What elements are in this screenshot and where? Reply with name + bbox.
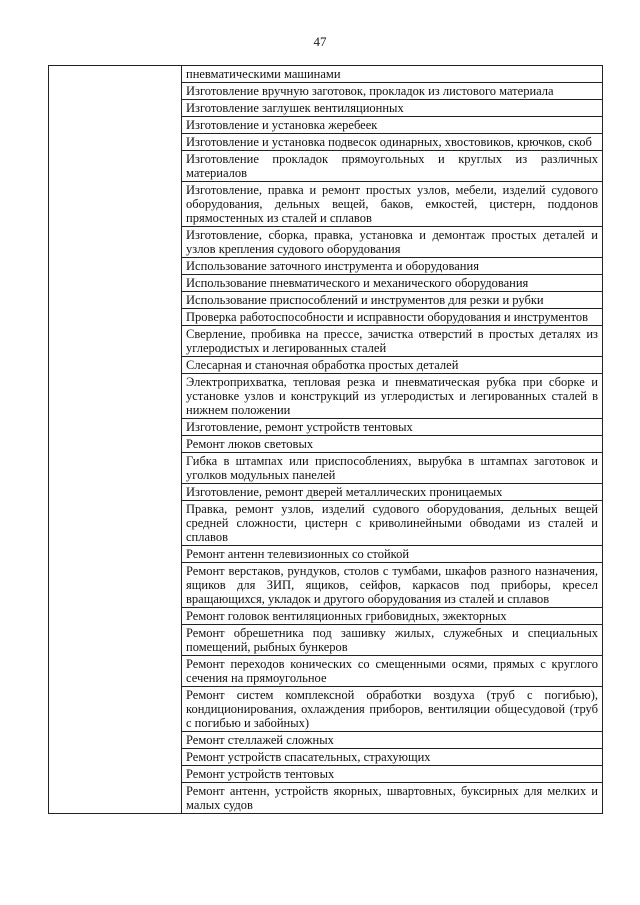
activity-cell: Использование приспособлений и инструментов для резки и рубки [182,292,603,309]
activity-cell: Ремонт стеллажей сложных [182,732,603,749]
activity-cell: Изготовление заглушек вентиляционных [182,100,603,117]
activity-cell: Электроприхватка, тепловая резка и пневматическая рубка при сборке и установке узлов и конструкций из углеродистых и легированных сталей в нижнем положении [182,374,603,419]
activity-cell: Слесарная и станочная обработка простых деталей [182,357,603,374]
activity-cell: Ремонт устройств тентовых [182,766,603,783]
work-activities-table [48,65,603,814]
activity-cell: Изготовление прокладок прямоугольных и круглых из различных материалов [182,151,603,182]
activity-cell: Ремонт устройств спасательных, страхующих [182,749,603,766]
activity-cell: Проверка работоспособности и исправности оборудования и инструментов [182,309,603,326]
activity-cell: Ремонт люков световых [182,436,603,453]
activity-cell: Изготовление, ремонт устройств тентовых [182,419,603,436]
activity-cell: Ремонт обрешетника под зашивку жилых, служебных и специальных помещений, рыбных бункеров [182,625,603,656]
activity-cell: Изготовление, ремонт дверей металлических проницаемых [182,484,603,501]
activity-cell: Изготовление и установка жеребеек [182,117,603,134]
activity-cell: Ремонт головок вентиляционных грибовидных, эжекторных [182,608,603,625]
page-number: 47 [313,34,327,49]
activity-cell: Использование заточного инструмента и оборудования [182,258,603,275]
activity-cell: Сверление, пробивка на прессе, зачистка отверстий в простых деталях из углеродистых и легированных сталей [182,326,603,357]
activity-cell: Изготовление и установка подвесок одинарных, хвостовиков, крючков, скоб [182,134,603,151]
left-empty-cell [49,66,182,814]
activity-cell: Ремонт переходов конических со смещенными осями, прямых с круглого сечения на прямоугольное [182,656,603,687]
activity-cell: Гибка в штампах или приспособлениях, вырубка в штампах заготовок и уголков модульных панелей [182,453,603,484]
activity-cell: Ремонт верстаков, рундуков, столов с тумбами, шкафов разного назначения, ящиков для ЗИП, ящиков, сейфов, каркасов под приборы, кресел вращающихся, укладок и другого оборудования из сталей и сплавов [182,563,603,608]
activity-cell: Правка, ремонт узлов, изделий судового оборудования, дельных вещей средней сложности, цистерн с криволинейными обводами из сталей и сплавов [182,501,603,546]
activity-cell: Ремонт антенн, устройств якорных, швартовных, буксирных для мелких и малых судов [182,783,603,814]
activity-cell: Ремонт систем комплексной обработки воздуха (труб с погибью), кондиционирования, охлаждения приборов, вентиляции общесудовой (труб с погибью и забойных) [182,687,603,732]
table-row [49,66,603,83]
activity-cell: Использование пневматического и механического оборудования [182,275,603,292]
table-body [49,66,603,814]
activity-cell: Изготовление вручную заготовок, прокладок из листового материала [182,83,603,100]
activity-cell: Изготовление, сборка, правка, установка и демонтаж простых деталей и узлов крепления судового оборудования [182,227,603,258]
activity-cell: пневматическими машинами [182,66,603,83]
activity-cell: Ремонт антенн телевизионных со стойкой [182,546,603,563]
activity-cell: Изготовление, правка и ремонт простых узлов, мебели, изделий судового оборудования, дельных вещей, баков, емкостей, цистерн, поддонов прямостенных из сталей и сплавов [182,182,603,227]
